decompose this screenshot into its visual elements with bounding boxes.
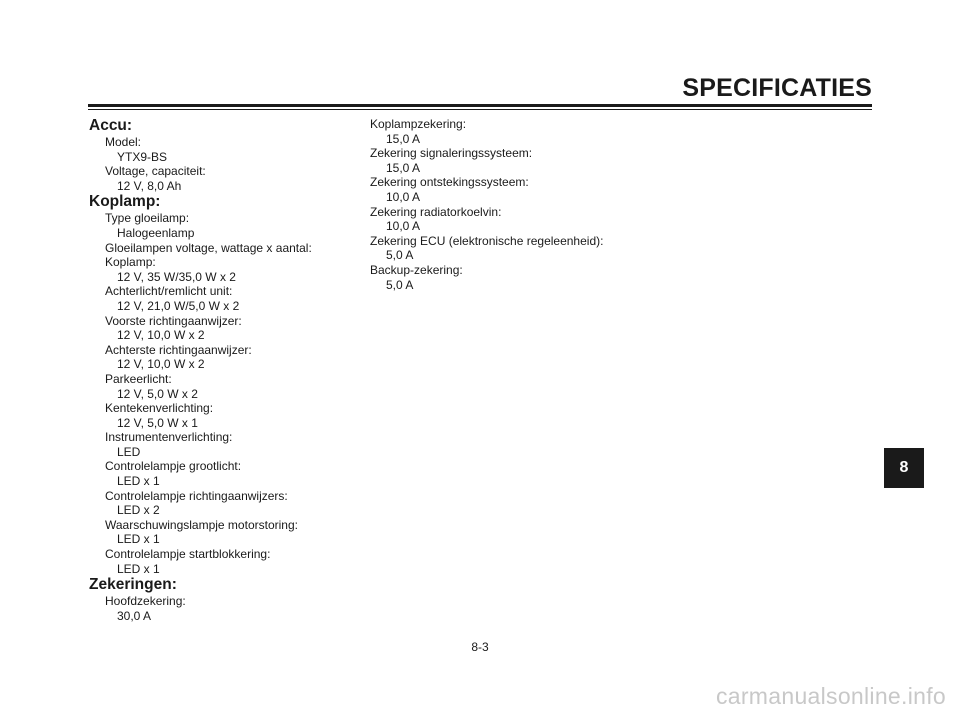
spec-label: Controlelampje startblokkering: bbox=[105, 547, 271, 562]
spec-label: Hoofdzekering: bbox=[105, 594, 186, 609]
spec-value: 12 V, 5,0 W x 2 bbox=[117, 386, 198, 401]
spec-value: LED x 1 bbox=[117, 561, 160, 576]
spec-value: 10,0 A bbox=[386, 189, 421, 204]
spec-value: 5,0 A bbox=[386, 248, 414, 263]
spec-label: Parkeerlicht: bbox=[105, 371, 172, 386]
spec-value: 12 V, 35 W/35,0 W x 2 bbox=[117, 269, 236, 284]
spec-value: Halogeenlamp bbox=[117, 225, 195, 240]
spec-label: Type gloeilamp: bbox=[105, 211, 190, 226]
spec-label: Instrumentenverlichting: bbox=[105, 430, 233, 445]
spec-value: 12 V, 8,0 Ah bbox=[117, 178, 182, 193]
spec-label: Zekering signaleringssysteem: bbox=[370, 146, 533, 161]
spec-label: Model: bbox=[105, 135, 142, 149]
page-number: 8-3 bbox=[471, 640, 489, 654]
spec-label: Achterlicht/remlicht unit: bbox=[105, 284, 233, 299]
spec-label: Controlelampje richtingaanwijzers: bbox=[105, 488, 288, 503]
spec-value: 15,0 A bbox=[386, 160, 421, 175]
section-koplamp bbox=[89, 193, 359, 576]
spec-value: LED x 1 bbox=[117, 474, 160, 489]
spec-value: LED x 1 bbox=[117, 532, 160, 547]
section-zekeringen bbox=[89, 576, 359, 623]
spec-label: Zekering radiatorkoelvin: bbox=[370, 204, 502, 219]
spec-label: Voltage, capaciteit: bbox=[105, 164, 206, 179]
spec-label: Controlelampje grootlicht: bbox=[105, 459, 242, 474]
spec-label: Achterste richtingaanwijzer: bbox=[105, 342, 252, 357]
spec-label: Zekering ECU (elektronische regeleenheid): bbox=[370, 233, 604, 248]
section-title-koplamp: Koplamp: bbox=[89, 193, 161, 211]
spec-label: Koplampzekering: bbox=[370, 117, 467, 131]
spec-value: LED bbox=[117, 444, 141, 459]
spec-value: 12 V, 10,0 W x 2 bbox=[117, 357, 205, 372]
spec-label: Koplamp: bbox=[105, 255, 156, 270]
spec-label: Voorste richtingaanwijzer: bbox=[105, 313, 242, 328]
header-rule-thick bbox=[88, 104, 872, 107]
spec-label: Backup-zekering: bbox=[370, 262, 463, 277]
spec-label: Zekering ontstekingssysteem: bbox=[370, 175, 529, 190]
spec-label: Waarschuwingslampje motorstoring: bbox=[105, 517, 298, 532]
header-rule-thin bbox=[88, 109, 872, 110]
spec-value: 12 V, 5,0 W x 1 bbox=[117, 415, 198, 430]
page-title: SPECIFICATIES bbox=[682, 74, 872, 102]
section-accu bbox=[89, 117, 359, 193]
spec-value: 30,0 A bbox=[117, 608, 152, 623]
spec-value: 10,0 A bbox=[386, 219, 421, 234]
spec-value: YTX9-BS bbox=[117, 149, 168, 164]
spec-value: 15,0 A bbox=[386, 131, 421, 146]
right-column bbox=[370, 117, 670, 292]
section-title-zekeringen: Zekeringen: bbox=[89, 576, 177, 594]
watermark: carmanualsonline.info bbox=[715, 683, 946, 709]
chapter-tab: 8 bbox=[884, 448, 924, 488]
left-column bbox=[89, 117, 359, 623]
spec-value: 12 V, 21,0 W/5,0 W x 2 bbox=[117, 298, 240, 313]
spec-label: Kentekenverlichting: bbox=[105, 401, 214, 416]
spec-value: LED x 2 bbox=[117, 503, 160, 518]
section-title-accu: Accu: bbox=[89, 117, 133, 134]
spec-label: Gloeilampen voltage, wattage x aantal: bbox=[105, 240, 312, 255]
spec-value: 5,0 A bbox=[386, 277, 414, 292]
spec-value: 12 V, 10,0 W x 2 bbox=[117, 328, 205, 343]
